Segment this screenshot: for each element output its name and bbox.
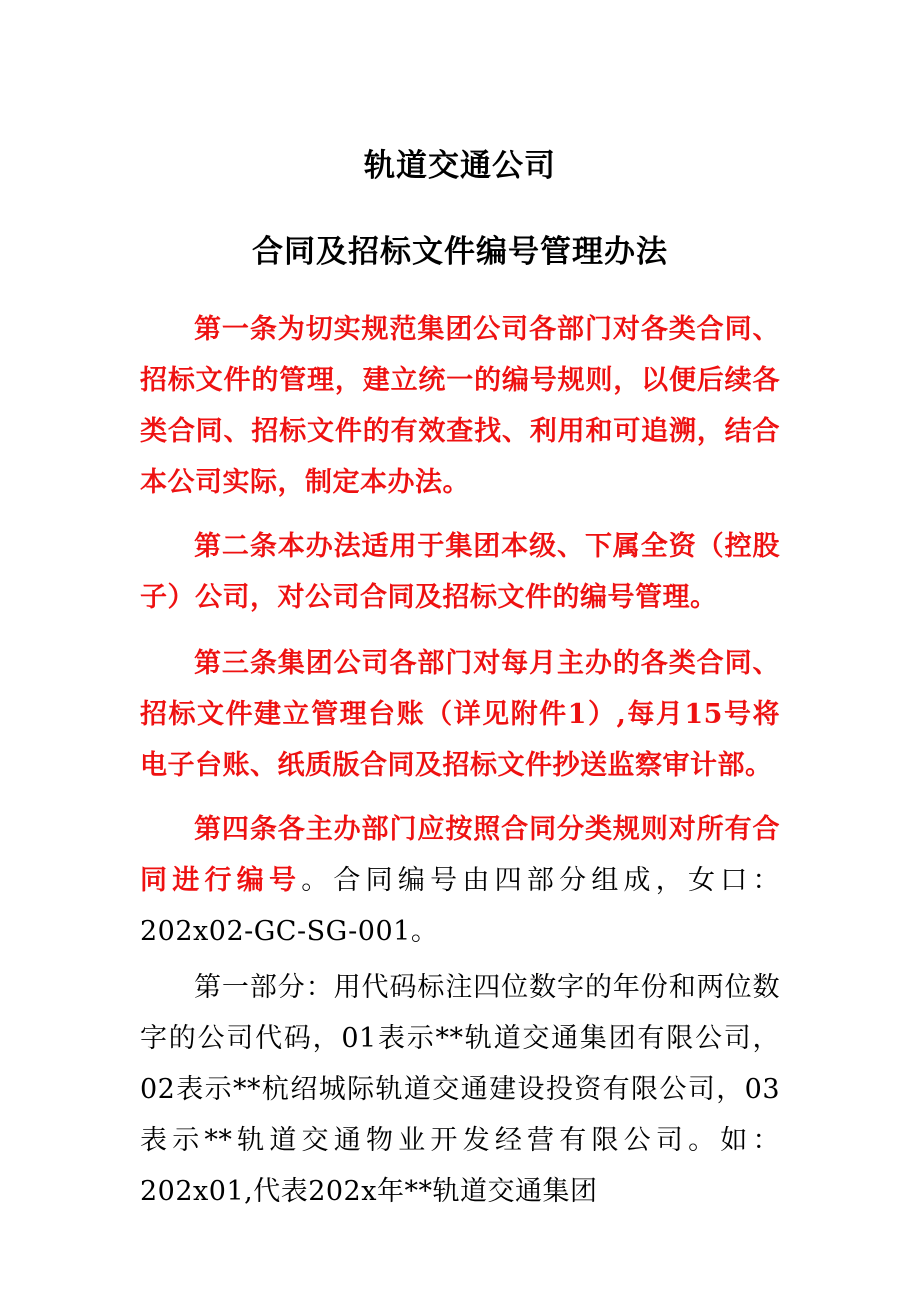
article-4-paragraph: [140, 804, 780, 957]
document-title-company: 轨道交通公司: [364, 148, 556, 184]
article-2-paragraph: 第二条本办法适用于集团本级、下属全资（控股子）公司，对公司合同及招标文件的编号管理。: [140, 531, 780, 613]
article-4-detail: 。合同编号由四部分组成，女口：202x02-GC-SG-001。: [140, 865, 781, 947]
document-title-regulation: 合同及招标文件编号管理办法: [252, 234, 668, 270]
article-3-paragraph: 第三条集团公司各部门对每月主办的各类合同、招标文件建立管理台账（详见附件1）,每月15号将电子台账、纸质版合同及招标文件抄送监察审计部。: [140, 648, 780, 781]
part-1-paragraph: 第一部分：用代码标注四位数字的年份和两位数字的公司代码，01表示**轨道交通集团有限公司，02表示**杭绍城际轨道交通建设投资有限公司，03表示**轨道交通物业开发经营有限公司。如：202x01,代表202x年**轨道交通集团: [140, 972, 780, 1207]
article-4-emphasis: 第四条各主办部门应按照合同分类规则对所有合同进行编号: [140, 814, 780, 896]
article-1-paragraph: 第一条为切实规范集团公司各部门对各类合同、招标文件的管理，建立统一的编号规则，以便后续各类合同、招标文件的有效查找、利用和可追溯，结合本公司实际，制定本办法。: [140, 314, 780, 498]
